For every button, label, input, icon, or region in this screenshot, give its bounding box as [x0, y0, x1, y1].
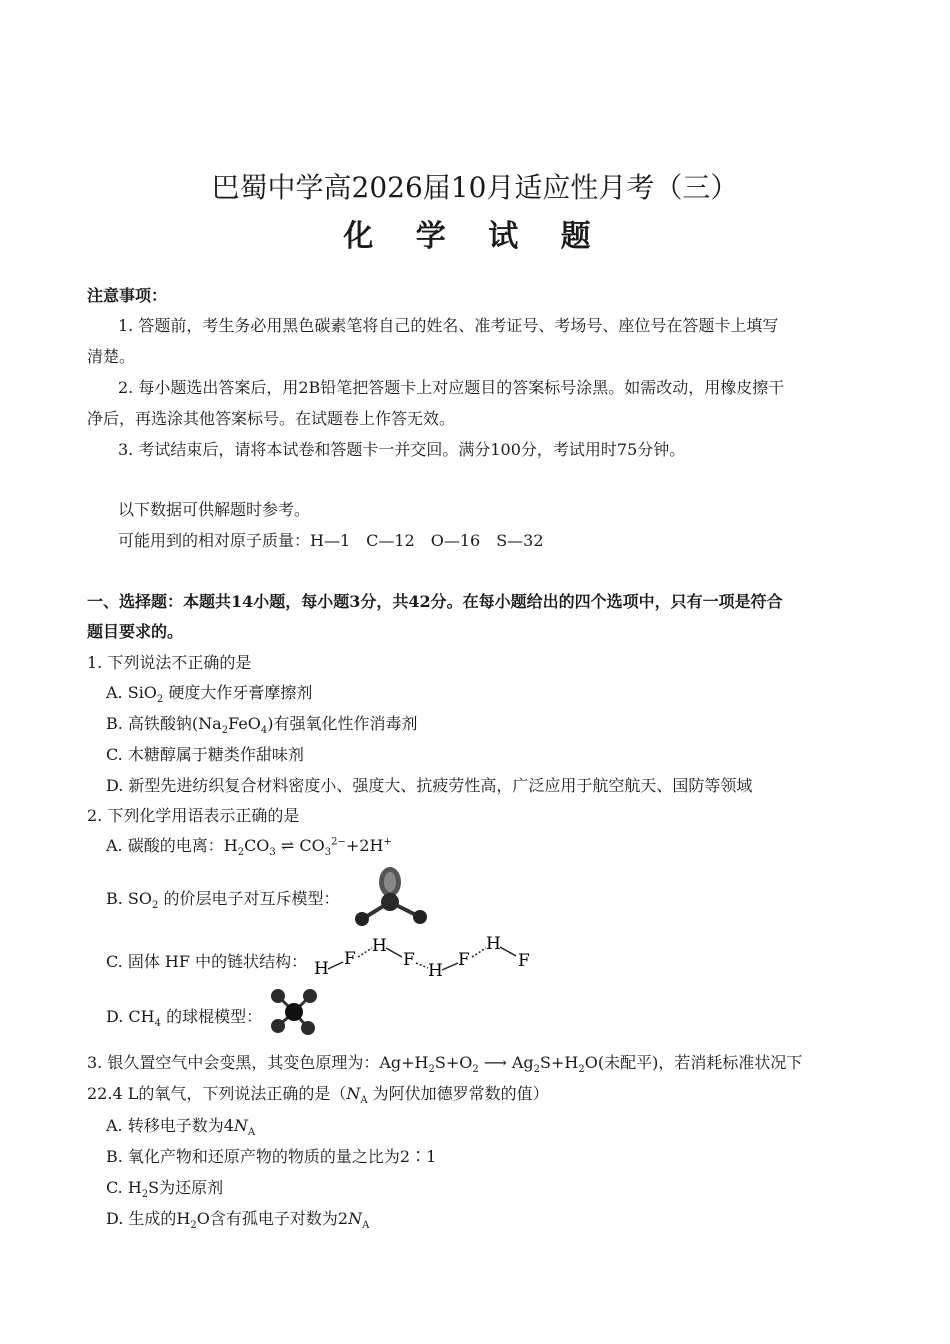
hf-hydrogen-bond — [416, 963, 428, 968]
q3-option-a: A. 转移电子数为$4N_A$ — [106, 1116, 256, 1139]
section-1-heading-line-1: 一、选择题：本题共14小题，每小题3分，共42分。在每小题给出的四个选项中，只有一项是符合 — [87, 592, 783, 611]
q1-option-a: A. SiO$_2$ 硬度大作牙膏摩擦剂 — [106, 683, 313, 706]
oxygen-atom-right — [413, 910, 427, 924]
lone-pair-lobe-highlight — [384, 872, 396, 892]
q2-stem: 2. 下列化学用语表示正确的是 — [87, 806, 300, 825]
exam-title: 巴蜀中学高2026届10月适应性月考（三） — [211, 171, 739, 204]
sulfur-atom — [381, 893, 399, 911]
hf-chain-structure — [312, 932, 542, 982]
hf-atom-h2: H — [372, 936, 387, 956]
hf-covalent-bond — [328, 962, 343, 969]
q2-option-d: D. $CH_4$ 的球棍模型： — [106, 1007, 263, 1030]
hydrogen-atom — [301, 1021, 315, 1035]
notice-heading: 注意事项： — [87, 286, 168, 305]
q3-stem-line-2: 22.4 L的氧气，下列说法正确的是（$N_A$ 为阿伏加德罗常数的值） — [87, 1084, 549, 1107]
reference-line-1: 以下数据可供解题时参考。 — [118, 500, 311, 519]
so2-vsepr-model — [348, 862, 432, 930]
exam-subtitle: 化 学 试 题 — [343, 219, 607, 254]
oxygen-atom-left — [355, 912, 369, 926]
hf-covalent-bond — [500, 947, 516, 956]
hf-hydrogen-bond — [472, 948, 486, 957]
hf-atom-h3: H — [428, 961, 443, 981]
ch4-ball-and-stick-model — [266, 986, 324, 1038]
q3-option-c: C. $H_2S$为还原剂 — [106, 1178, 224, 1201]
hf-atom-f1: F — [344, 949, 356, 969]
hf-atom-f2: F — [403, 950, 415, 970]
hf-covalent-bond — [442, 963, 458, 970]
q3-stem-line-1: 3. 银久置空气中会变黑，其变色原理为：$Ag+H_2S+O_2$ ⟶ $Ag_2S+H_2O$(未配平)，若消耗标准状况下 — [87, 1053, 803, 1076]
hf-hydrogen-bond — [358, 948, 372, 957]
hf-atom-h4: H — [486, 934, 501, 954]
hf-atom-f4: F — [518, 951, 530, 971]
notice-item-3: 3. 考试结束后，请将本试卷和答题卡一并交回。满分100分，考试用时75分钟。 — [118, 440, 686, 459]
q2-option-a: A. 碳酸的电离：$H_2CO_3$ ⇌ $CO_3^{2-}+2H^+$ — [106, 836, 392, 859]
q3-option-d: D. 生成的$H_2O$含有孤电子对数为$2N_A$ — [106, 1209, 370, 1232]
notice-item-2-line-2: 净后，再选涂其他答案标号。在试题卷上作答无效。 — [87, 409, 456, 428]
hf-covalent-bond — [386, 948, 402, 957]
carbon-atom — [285, 1003, 303, 1021]
notice-item-1-line-1: 1. 答题前，考生务必用黑色碳素笔将自己的姓名、准考证号、考场号、座位号在答题卡上填写 — [118, 316, 779, 335]
q1-option-d: D. 新型先进纺织复合材料密度小、强度大、抗疲劳性高，广泛应用于航空航天、国防等领域 — [106, 776, 753, 795]
hf-atom-f3: F — [458, 950, 470, 970]
section-1-heading-line-2: 题目要求的。 — [87, 622, 184, 641]
notice-item-2-line-1: 2. 每小题选出答案后，用2B铅笔把答题卡上对应题目的答案标号涂黑。如需改动，用橡皮擦干 — [118, 378, 785, 397]
reference-line-2: 可能用到的相对原子质量：H—1 C—12 O—16 S—32 — [118, 531, 544, 550]
hydrogen-atom — [271, 989, 285, 1003]
hydrogen-atom — [303, 989, 317, 1003]
hf-atom-h1: H — [314, 959, 329, 979]
q3-option-b: B. 氧化产物和还原产物的物质的量之比为2∶1 — [106, 1147, 437, 1166]
q2-option-b: B. $SO_2$ 的价层电子对互斥模型： — [106, 889, 340, 912]
q2-option-c: C. 固体 HF 中的链状结构： — [106, 952, 308, 971]
q1-stem: 1. 下列说法不正确的是 — [87, 653, 252, 672]
q1-option-b: B. 高铁酸钠$(Na_2FeO_4)$有强氧化性作消毒剂 — [106, 714, 418, 737]
q1-option-c: C. 木糖醇属于糖类作甜味剂 — [106, 745, 304, 764]
notice-item-1-line-2: 清楚。 — [87, 347, 136, 366]
hydrogen-atom — [271, 1019, 285, 1033]
